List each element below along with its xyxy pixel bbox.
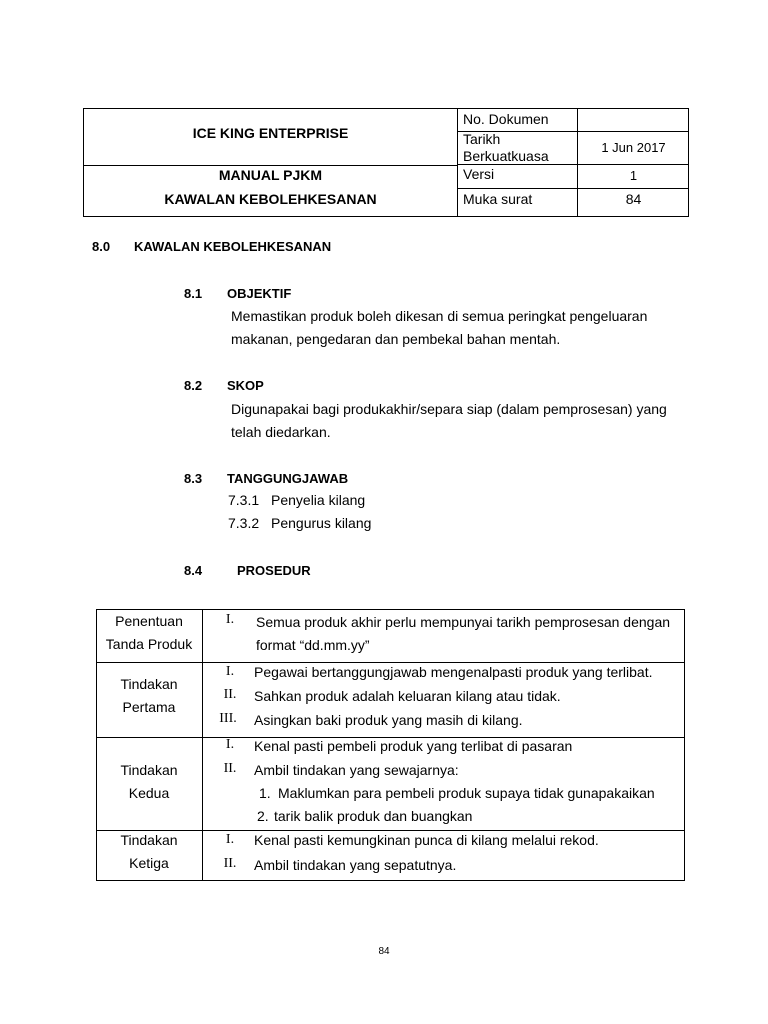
step-text: Pegawai bertanggungjawab mengenalpasti produk yang terlibat. [254,664,653,680]
label-line: Pertama [122,699,176,715]
subsection-title-skop: SKOP [227,378,264,393]
step-text: Ambil tindakan yang sepatutnya. [254,857,457,873]
responsibility-item: 7.3.2 [228,515,260,531]
company-name: ICE KING ENTERPRISE [192,125,349,141]
subsection-title-objektif: OBJEKTIF [227,286,292,301]
step-number: I. [225,612,235,627]
procedure-label-penentuan [97,610,201,656]
effective-date-label-line2: Berkuatkuasa [463,148,549,164]
doc-number-label: No. Dokumen [463,111,549,127]
step-number: I. [225,832,235,847]
effective-date-label [463,131,549,165]
step-number: III. [219,711,237,726]
sub-step-number: 1. [259,785,271,801]
effective-date-label-line1: Tarikh [463,131,501,147]
version-value: 1 [629,168,638,183]
step-text: Kenal pasti kemungkinan punca di kilang melalui rekod. [254,832,599,848]
procedure-label-tindakan-kedua [97,759,201,805]
objektif-text [231,305,647,351]
label-line: Penentuan [115,613,183,629]
manual-subtitle: KAWALAN KEBOLEHKESANAN [164,191,377,207]
responsibility-item-text: Pengurus kilang [271,515,372,531]
document-header-table [83,108,689,217]
procedure-label-tindakan-pertama [97,673,201,719]
label-line: Tindakan [120,676,178,692]
subsection-number-8-4: 8.4 [184,563,203,578]
skop-line-1: Digunapakai bagi produkakhir/separa siap (dalam pemprosesan) yang [231,401,667,417]
step-number: II. [223,856,237,871]
label-line: Tanda Produk [105,636,193,652]
effective-date-value: 1 Jun 2017 [601,140,666,155]
sub-step-text: tarik balik produk dan buangkan [274,808,473,824]
step-number: I. [225,737,235,752]
procedure-label-tindakan-ketiga [97,829,201,875]
subsection-number-8-3: 8.3 [184,471,203,486]
step-text: Kenal pasti pembeli produk yang terlibat di pasaran [254,738,573,754]
step-text: Sahkan produk adalah keluaran kilang atau tidak. [254,688,561,704]
page-label: Muka surat [463,191,533,207]
step-text: Semua produk akhir perlu mempunyai tarikh pemprosesan dengan [256,614,671,630]
label-line: Tindakan [120,762,178,778]
step-number: II. [223,687,237,702]
subsection-title-prosedur: PROSEDUR [237,563,311,578]
page-number: 84 [378,946,390,957]
label-line: Tindakan [120,832,178,848]
responsibility-item-text: Penyelia kilang [271,492,366,508]
sub-step-text: Maklumkan para pembeli produk supaya tidak gunapakaikan [278,785,655,801]
label-line: Ketiga [129,855,169,871]
subsection-number-8-2: 8.2 [184,378,203,393]
skop-line-2: telah diedarkan. [231,424,331,440]
section-title: KAWALAN KEBOLEHKESANAN [134,239,332,254]
objektif-line-1: Memastikan produk boleh dikesan di semua peringkat pengeluaran [231,308,648,324]
procedure-table [96,609,685,881]
step-text: format “dd.mm.yy” [256,637,370,653]
sub-step-number: 2. [257,808,269,824]
section-number: 8.0 [92,239,111,254]
manual-title: MANUAL PJKM [218,167,323,183]
page-value: 84 [625,191,642,207]
subsection-number-8-1: 8.1 [184,286,203,301]
objektif-line-2: makanan, pengedaran dan pembekal bahan mentah. [231,331,561,347]
step-number: I. [225,664,235,679]
step-text: Asingkan baki produk yang masih di kilang. [254,712,523,728]
version-label: Versi [463,166,495,182]
skop-text [231,398,667,444]
responsibility-item: 7.3.1 [228,492,260,508]
label-line: Kedua [128,785,170,801]
step-number: II. [223,761,237,776]
step-text: Ambil tindakan yang sewajarnya: [254,762,459,778]
subsection-title-tanggungjawab: TANGGUNGJAWAB [227,471,349,486]
